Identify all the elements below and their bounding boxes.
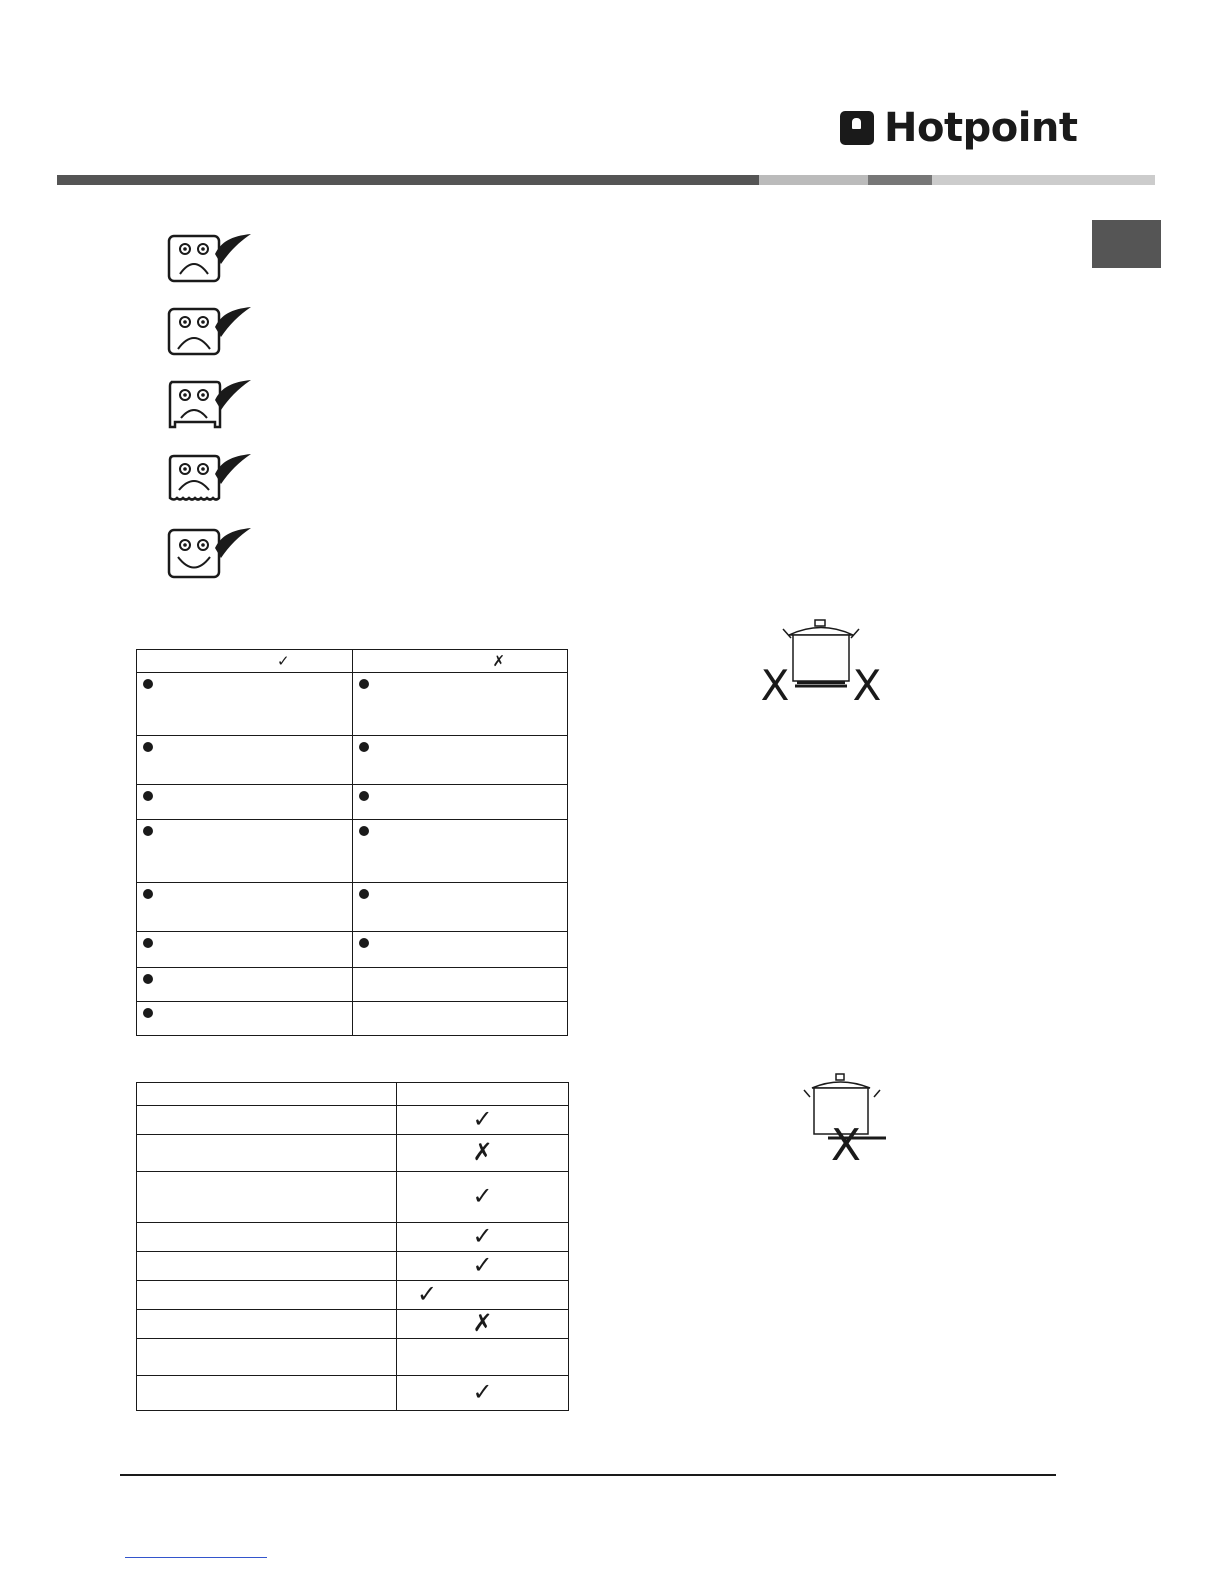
dont-column-header: [352, 650, 568, 673]
table-cell: [397, 1083, 569, 1106]
table-row: [137, 1376, 569, 1411]
table-cell: [137, 1002, 353, 1036]
suitability-table: [136, 1082, 569, 1411]
bullet-icon: [143, 938, 153, 948]
table-row: [137, 1281, 569, 1310]
table-cell: [137, 1376, 397, 1411]
table-cell: [137, 1310, 397, 1339]
table-cell: [137, 1135, 397, 1172]
table-cell: [352, 932, 568, 968]
table-cell: [352, 820, 568, 883]
cross-icon: ✗: [397, 1310, 569, 1339]
check-icon: ✓: [276, 653, 290, 670]
bullet-icon: [359, 742, 369, 752]
table-row: [137, 673, 568, 736]
hotpoint-logo: [840, 104, 1078, 152]
table-row: [137, 736, 568, 785]
table-cell: [137, 820, 353, 883]
check-icon: ✓: [397, 1172, 569, 1223]
table-cell: [397, 1339, 569, 1376]
check-icon: ✓: [417, 1281, 438, 1308]
table-cell: [137, 1172, 397, 1223]
cross-icon: ✗: [492, 653, 506, 670]
table-row: [137, 1135, 569, 1172]
table-cell: [137, 932, 353, 968]
table-cell: [352, 736, 568, 785]
table-cell: [352, 673, 568, 736]
table-row: [137, 785, 568, 820]
table-row: [137, 1106, 569, 1135]
bullet-icon: [359, 679, 369, 689]
table-cell: [137, 1281, 397, 1310]
cross-mark-right: X: [852, 661, 882, 706]
cross-mark: X: [830, 1120, 862, 1166]
table-cell: [137, 968, 353, 1002]
table-cell: [352, 883, 568, 932]
header-bar-segment: [868, 175, 932, 185]
table-row: [137, 883, 568, 932]
table-cell: [137, 1339, 397, 1376]
header-bar-segment: [932, 175, 1155, 185]
header-bar-segment: [759, 175, 868, 185]
language-tab-marker: [1092, 220, 1161, 268]
bullet-icon: [359, 938, 369, 948]
bullet-icon: [143, 791, 153, 801]
footer-link-underline[interactable]: [125, 1557, 267, 1558]
sad-pan-icon: [165, 303, 255, 359]
pan-small-illustration: [800, 1070, 890, 1166]
bullet-icon: [143, 742, 153, 752]
pan-overhang-illustration: [755, 614, 895, 706]
table-row: [137, 932, 568, 968]
bullet-icon: [359, 889, 369, 899]
table-cell: [137, 1083, 397, 1106]
sad-pan-icon: [165, 376, 255, 432]
table-header-row: [137, 650, 568, 673]
header-bar: [57, 175, 759, 185]
happy-pan-icon: [165, 524, 255, 580]
table-cell: [137, 1106, 397, 1135]
logo-text: Hotpoint: [884, 105, 1078, 151]
logo-mark-icon: [840, 111, 874, 145]
cross-icon: ✗: [397, 1135, 569, 1172]
table-row: [137, 1223, 569, 1252]
bullet-icon: [359, 826, 369, 836]
table-cell: [137, 883, 353, 932]
table-row: [137, 1339, 569, 1376]
table-cell: [137, 1252, 397, 1281]
bullet-icon: [359, 791, 369, 801]
table-cell: [352, 1002, 568, 1036]
table-cell: [137, 785, 353, 820]
check-icon: ✓: [397, 1252, 569, 1281]
table-row: [137, 820, 568, 883]
bullet-icon: [143, 974, 153, 984]
bullet-icon: [143, 826, 153, 836]
table-row: [137, 1002, 568, 1036]
table-header-row: [137, 1083, 569, 1106]
cross-mark-left: X: [760, 661, 790, 706]
sad-pan-wavy-icon: [165, 450, 255, 506]
bullet-icon: [143, 889, 153, 899]
sad-pan-icon: [165, 230, 255, 286]
table-row: [137, 1172, 569, 1223]
table-cell: [352, 968, 568, 1002]
table-cell: [352, 785, 568, 820]
table-cell: [397, 1281, 569, 1310]
do-column-header: [137, 650, 353, 673]
do-dont-table: [136, 649, 568, 1036]
table-row: [137, 1252, 569, 1281]
table-row: [137, 1310, 569, 1339]
table-cell: [137, 673, 353, 736]
table-cell: [137, 736, 353, 785]
table-row: [137, 968, 568, 1002]
footer-divider: [120, 1474, 1056, 1476]
bullet-icon: [143, 679, 153, 689]
check-icon: ✓: [397, 1376, 569, 1411]
check-icon: ✓: [397, 1223, 569, 1252]
bullet-icon: [143, 1008, 153, 1018]
check-icon: ✓: [397, 1106, 569, 1135]
table-cell: [137, 1223, 397, 1252]
